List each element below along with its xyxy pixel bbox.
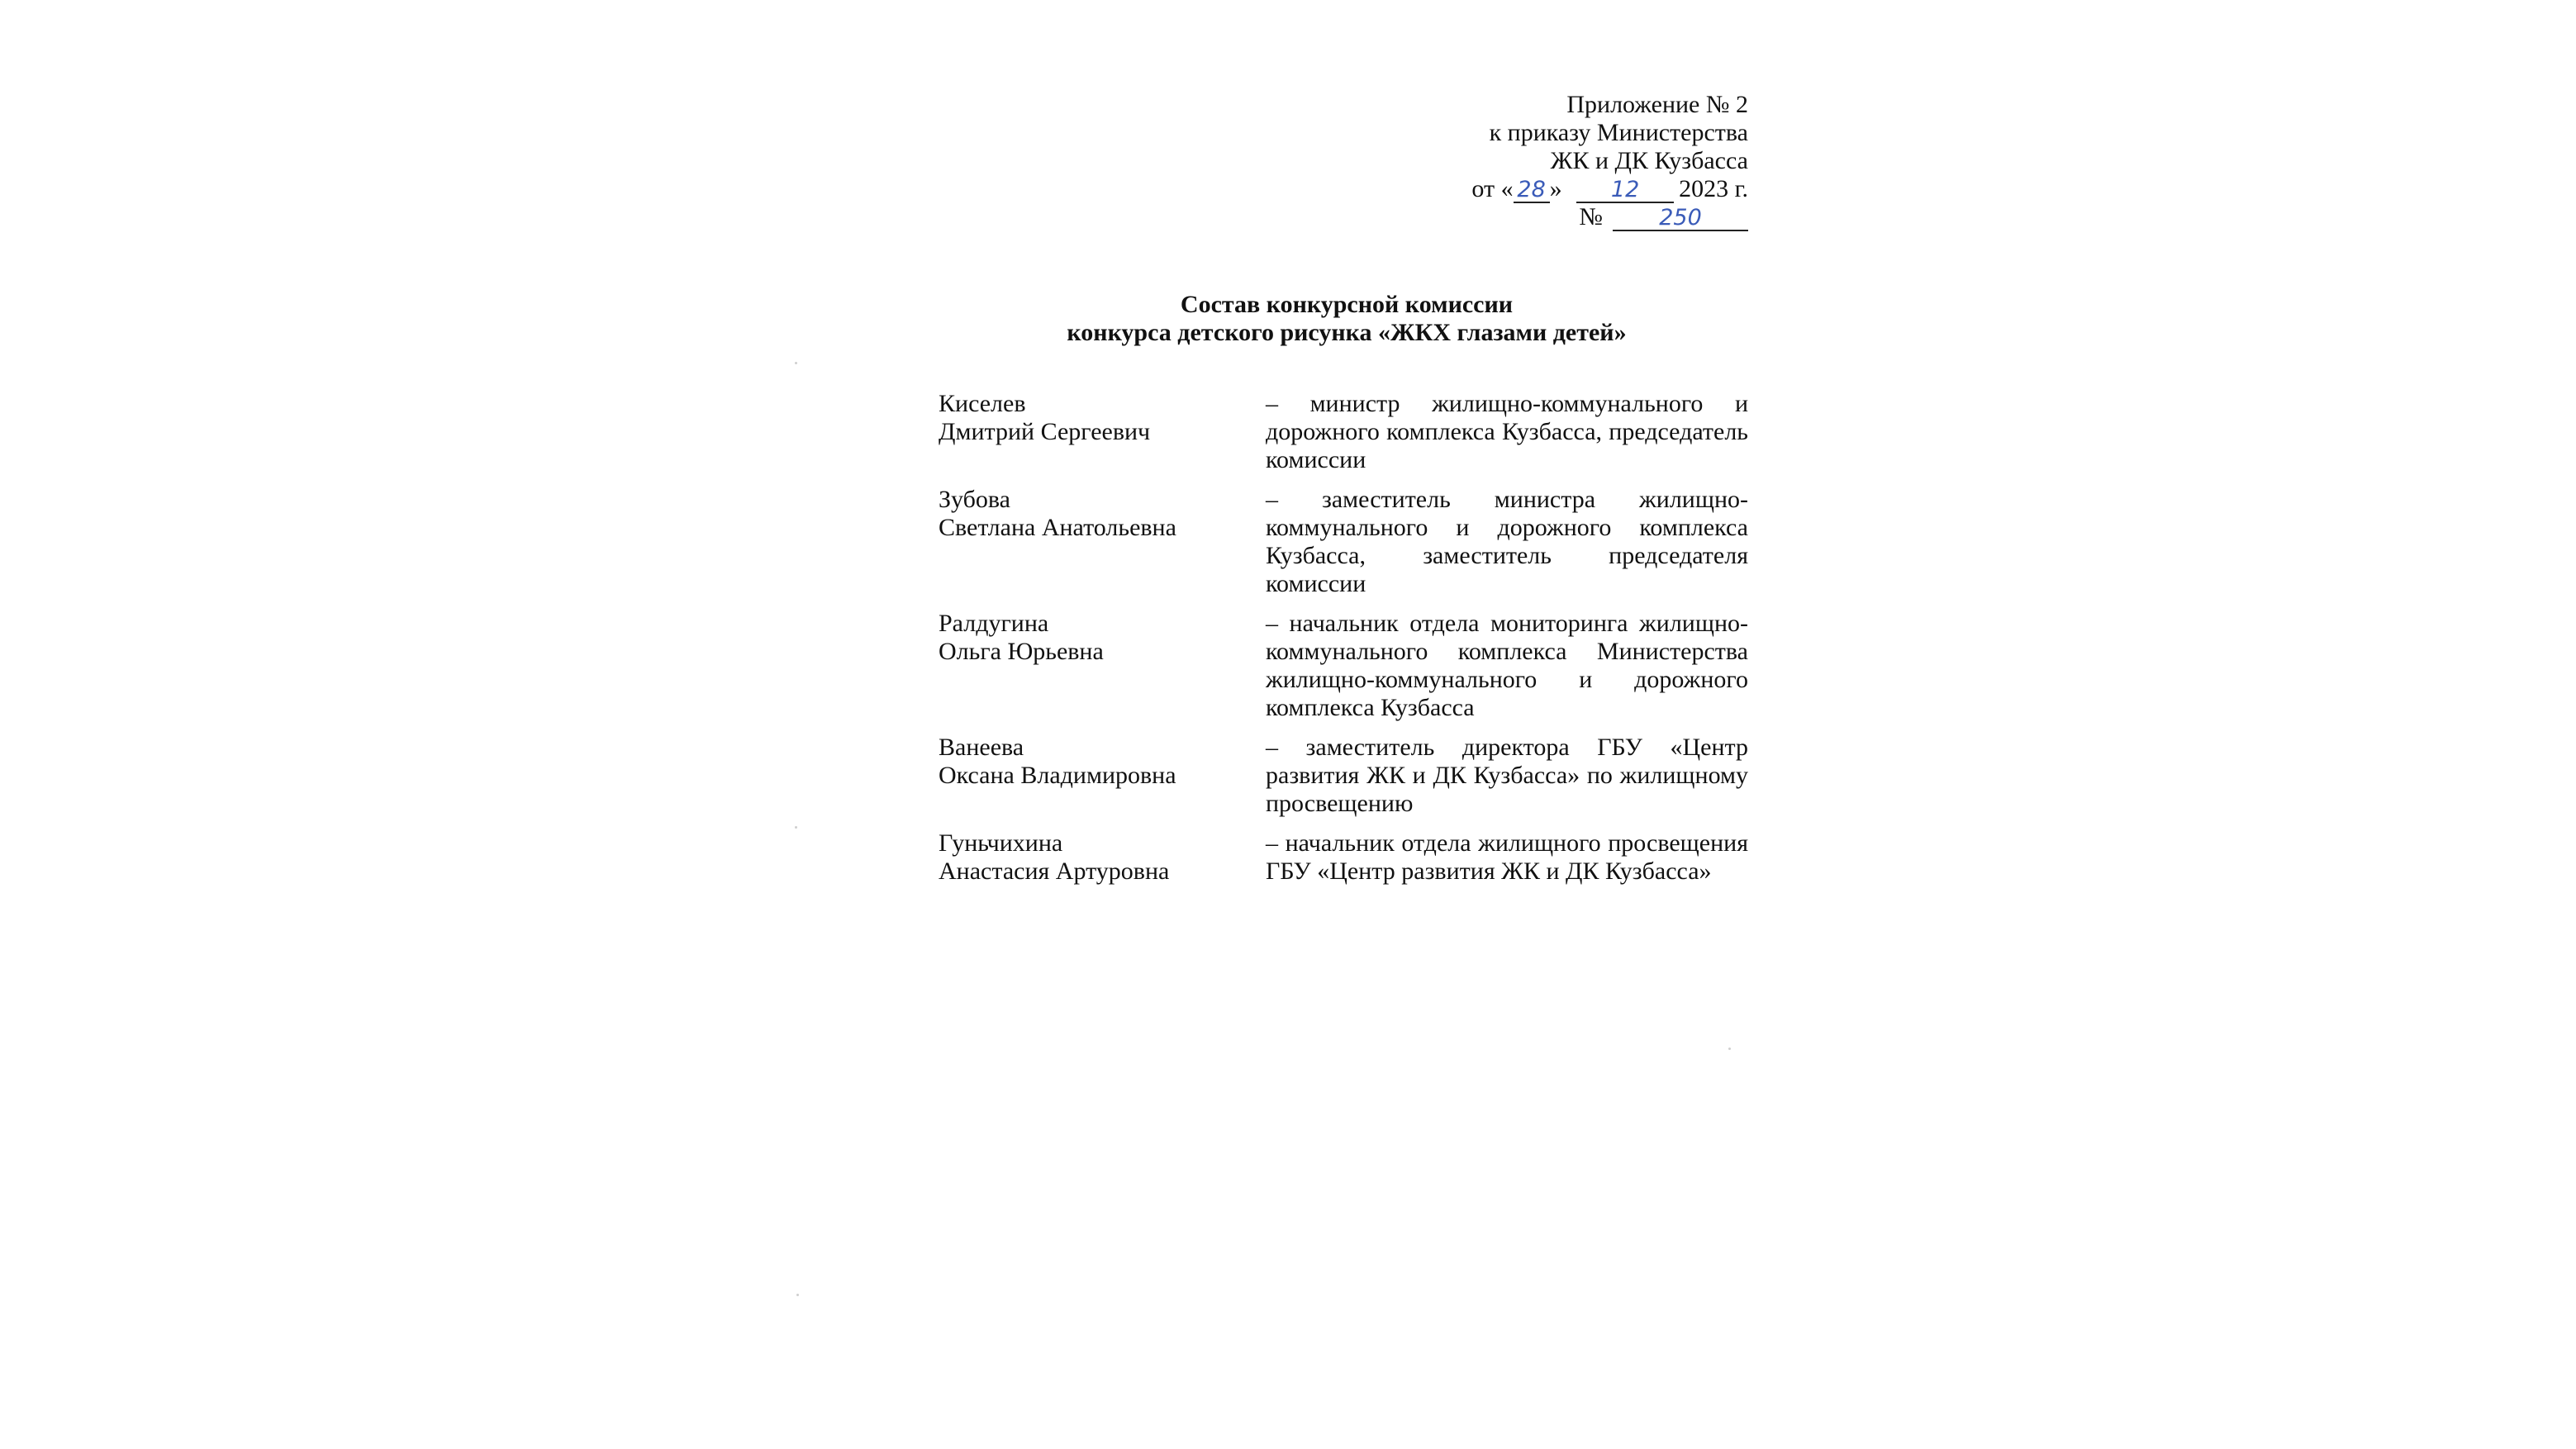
member-name — [939, 610, 1266, 722]
appendix-line-3: ЖК и ДК Кузбасса — [1550, 147, 1748, 174]
date-year: 2023 г. — [1679, 175, 1748, 202]
date-mid: » — [1549, 175, 1562, 202]
member-row — [939, 390, 1748, 474]
document-title — [909, 291, 1785, 347]
member-name — [939, 390, 1266, 474]
member-given-name: Ольга Юрьевна — [939, 638, 1104, 665]
member-surname: Зубова — [939, 486, 1010, 513]
appendix-line-2: к приказу Министерства — [1489, 119, 1748, 146]
date-month-field — [1576, 178, 1674, 203]
commission-members-list — [939, 390, 1748, 897]
handwritten-day: 28 — [1517, 177, 1546, 202]
member-surname: Ралдугина — [939, 610, 1049, 637]
member-given-name: Оксана Владимировна — [939, 762, 1176, 789]
member-row — [939, 829, 1748, 886]
appendix-date-line — [1355, 175, 1748, 203]
title-line-1: Состав конкурсной комиссии — [1180, 291, 1514, 318]
scan-speck — [1728, 1048, 1731, 1050]
scan-speck — [795, 362, 797, 364]
handwritten-number: 250 — [1659, 205, 1702, 230]
member-role: – начальник отдела жилищного просвещения ГБУ «Центр развития ЖК и ДК Кузбасса» — [1266, 829, 1748, 885]
member-name — [939, 734, 1266, 818]
number-field — [1613, 206, 1748, 231]
member-name — [939, 486, 1266, 598]
member-given-name: Дмитрий Сергеевич — [939, 418, 1151, 445]
member-role: – заместитель министра жилищно-коммунального и дорожного комплекса Кузбасса, заместитель председателя комиссии — [1266, 486, 1748, 597]
member-name — [939, 829, 1266, 886]
scan-speck — [796, 1294, 799, 1296]
appendix-block — [1355, 91, 1748, 231]
title-line-2: конкурса детского рисунка «ЖКХ глазами детей» — [1067, 319, 1627, 346]
appendix-number-line — [1355, 203, 1748, 231]
member-row — [939, 610, 1748, 722]
member-row — [939, 734, 1748, 818]
member-role: – министр жилищно-коммунального и дорожного комплекса Кузбасса, председатель комиссии — [1266, 390, 1748, 473]
member-surname: Ванеева — [939, 734, 1024, 761]
member-row — [939, 486, 1748, 598]
date-day-field — [1514, 178, 1550, 203]
number-label: № — [1579, 203, 1603, 230]
scan-speck — [795, 826, 797, 829]
member-role: – заместитель директора ГБУ «Центр развития ЖК и ДК Кузбасса» по жилищному просвещению — [1266, 734, 1748, 817]
handwritten-month: 12 — [1610, 177, 1640, 202]
appendix-line-1: Приложение № 2 — [1566, 91, 1748, 118]
member-role: – начальник отдела мониторинга жилищно-коммунального комплекса Министерства жилищно-коммунального и дорожного комплекса Кузбасса — [1266, 610, 1748, 721]
member-given-name: Анастасия Артуровна — [939, 858, 1170, 885]
date-prefix: от « — [1471, 175, 1514, 202]
member-surname: Киселев — [939, 390, 1026, 417]
member-surname: Гуньчихина — [939, 829, 1063, 857]
member-given-name: Светлана Анатольевна — [939, 514, 1176, 541]
